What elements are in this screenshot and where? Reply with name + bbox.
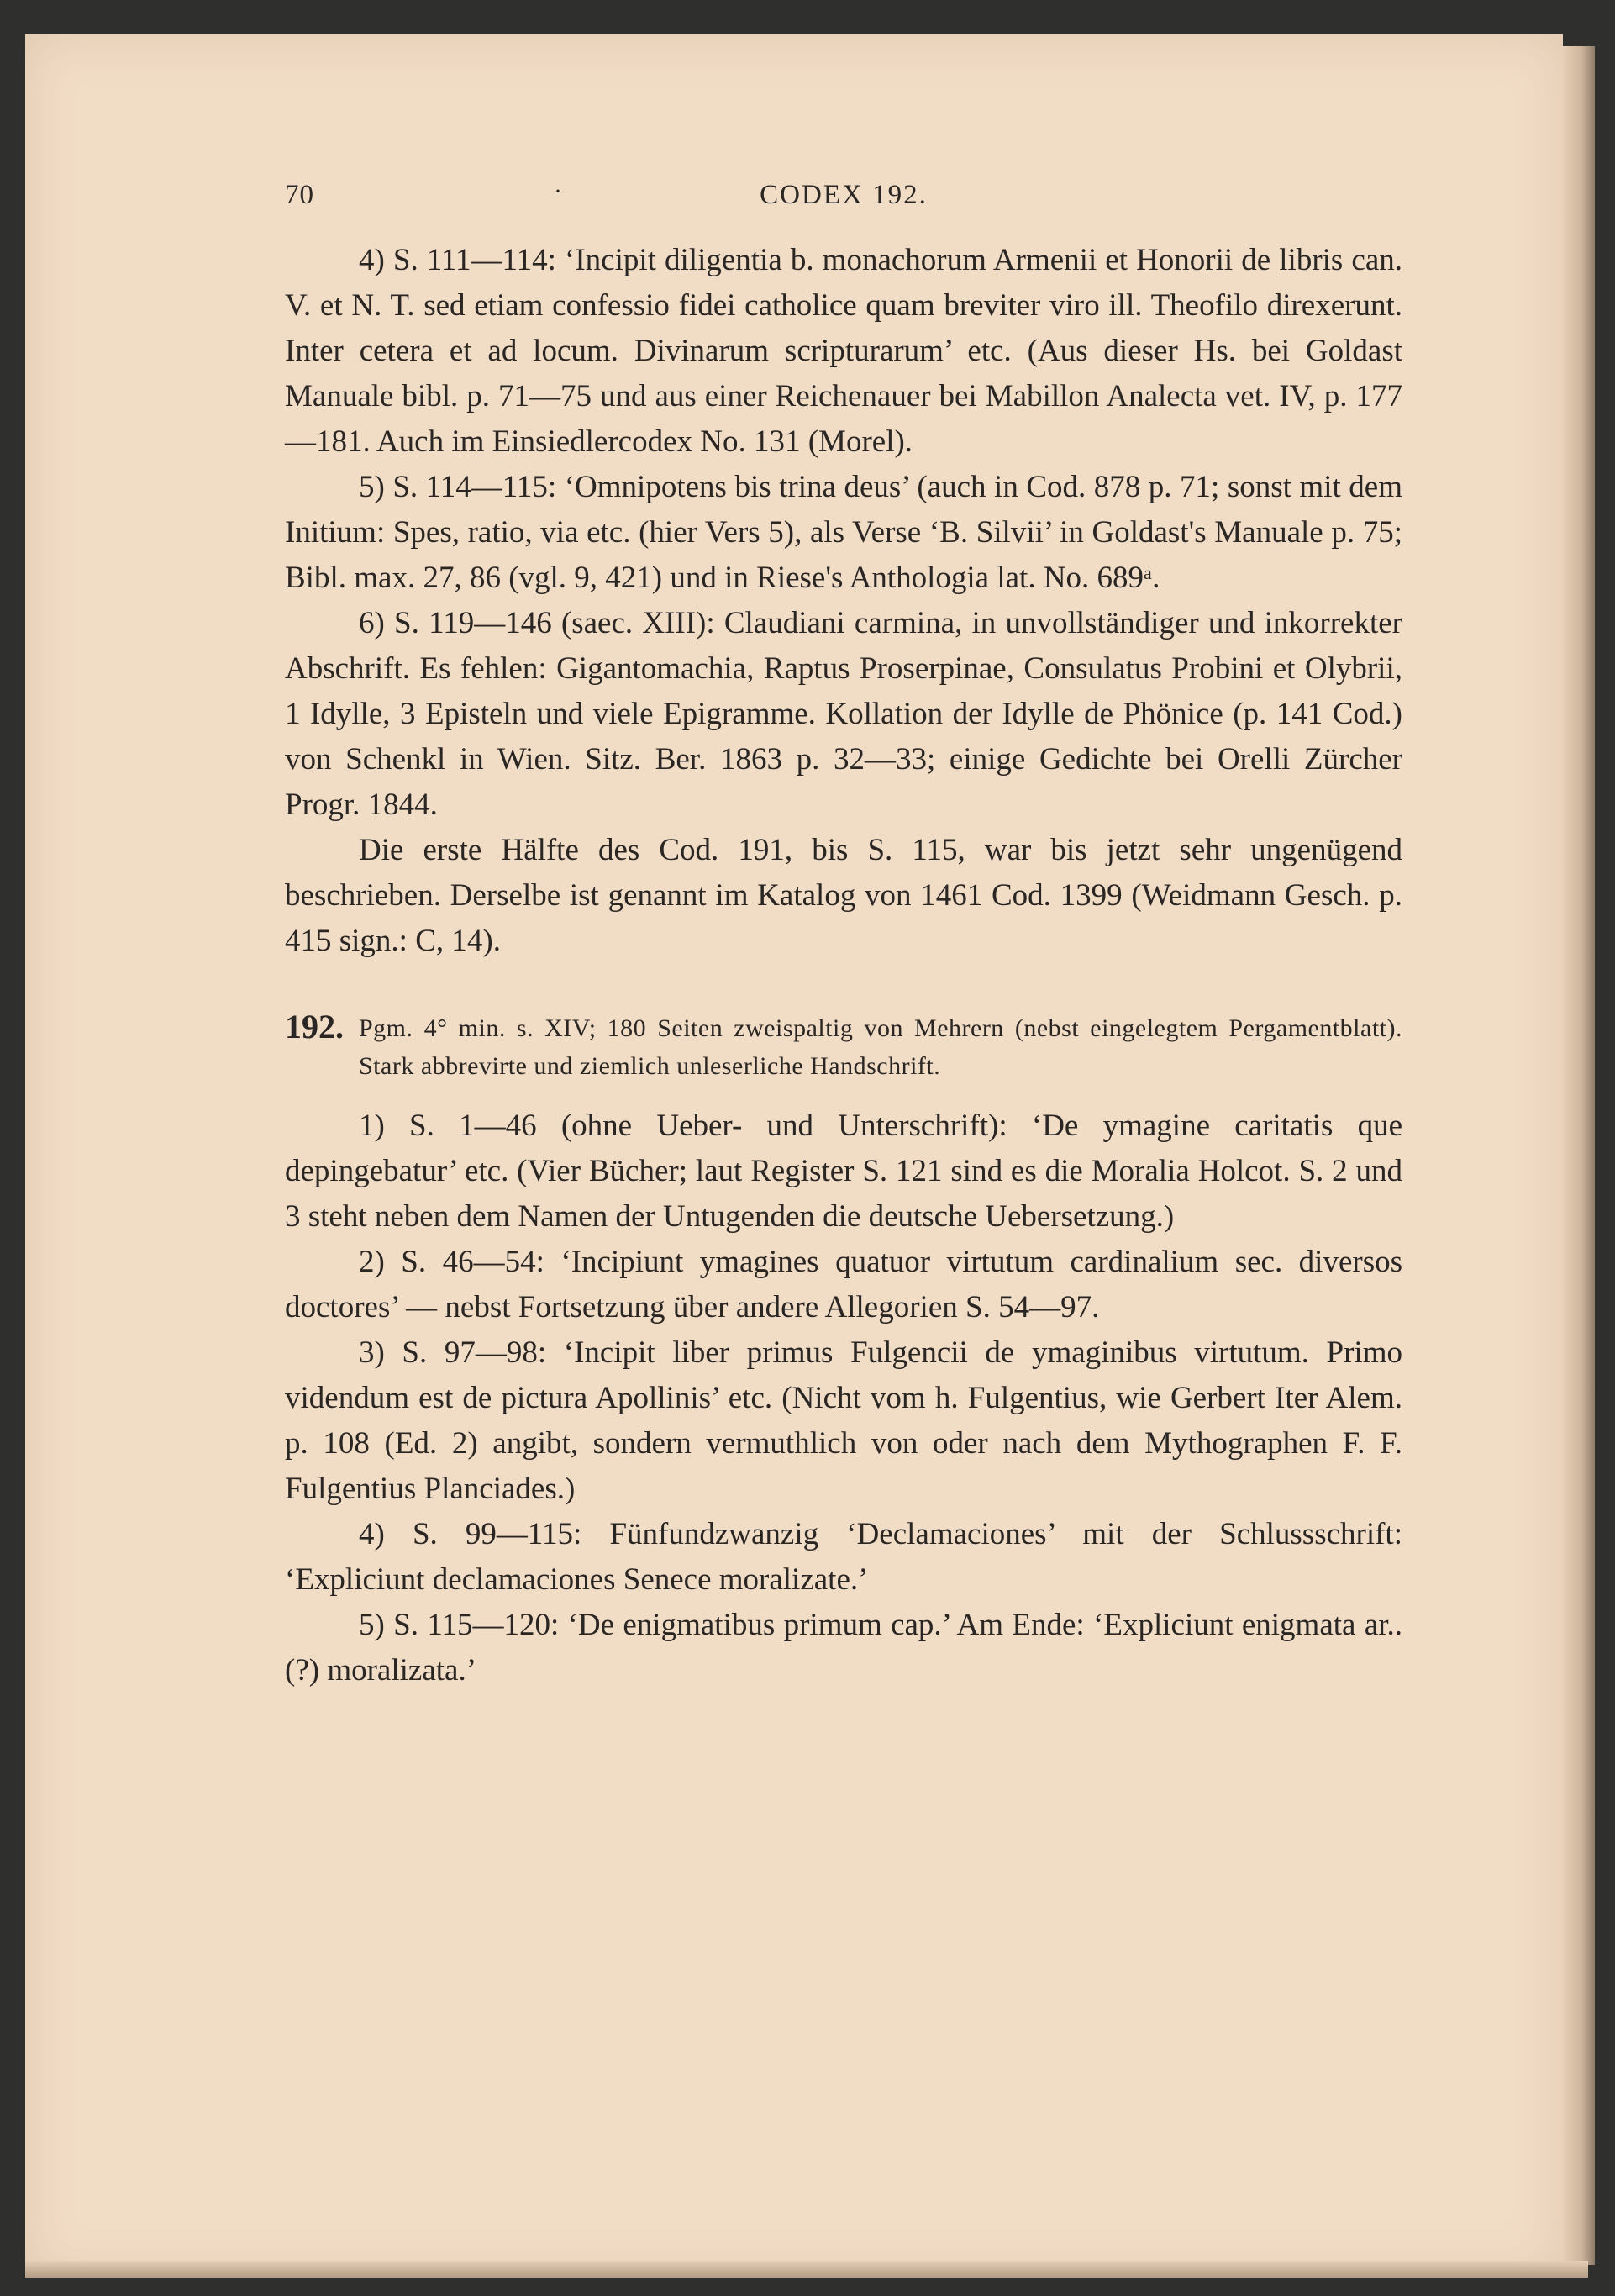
paragraph-192-3: 3) S. 97—98: ‘Incipit liber primus Fulgencii de ymaginibus virtutum. Primo videndum est de pictura Apollinis’ etc. (Nicht vom h. Fulgentius, wie Gerbert Iter Alem. p. 108 (Ed. 2) angibt, sondern vermuthlich von oder nach dem Mythographen F. F. Fulgentius Planciades.) <box>285 1335 1402 1506</box>
spacer <box>285 1085 1402 1103</box>
paragraph-192-5: 5) S. 115—120: ‘De enigmatibus primum cap.’ Am Ende: ‘Expliciunt enigmata ar..(?) moralizata.’ <box>285 1608 1402 1688</box>
page-edge <box>1561 46 1595 2265</box>
paragraph-192-4: 4) S. 99—115: Fünfundzwanzig ‘Declamaciones’ mit der Schlussschrift: ‘Expliciunt declamaciones Senece moralizate.’ <box>285 1517 1402 1597</box>
head-dot: · <box>554 177 563 205</box>
paragraph-191-6: 6) S. 119—146 (saec. XIII): Claudiani carmina, in unvollständiger und inkorrekter Abschrift. Es fehlen: Gigantomachia, Raptus Proserpinae, Consulatus Probini et Olybrii, 1 Idylle, 3 Episteln und viele Epigramme. Kollation der Idylle de Phönice (p. 141 Cod.) von Schenkl in Wien. Sitz. Ber. 1863 p. 32—33; einige Gedichte bei Orelli Zürcher Progr. 1844. <box>285 606 1402 822</box>
entry-description: Pgm. 4° min. s. XIV; 180 Seiten zweispaltig von Mehrern (nebst eingelegtem Pergamentblatt). Stark abbrevirte und ziemlich unleserliche Handschrift. <box>359 1014 1402 1080</box>
page-content <box>285 172 1402 1693</box>
paragraph-192-2: 2) S. 46—54: ‘Incipiunt ymagines quatuor virtutum cardinalium sec. diversos doctores’ — nebst Fortsetzung über andere Allegorien S. 54—97. <box>285 1245 1402 1324</box>
running-head <box>285 172 1402 218</box>
page-number: 70 <box>285 180 314 210</box>
paragraph-191-5: 5) S. 114—115: ‘Omnipotens bis trina deus’ (auch in Cod. 878 p. 71; sonst mit dem Initium: Spes, ratio, via etc. (hier Vers 5), als Verse ‘B. Silvii’ in Goldast's Manuale p. 75; Bibl. max. 27, 86 (vgl. 9, 421) und in Riese's Anthologia lat. No. 689ᵃ. <box>285 470 1402 595</box>
entry-number: 192. <box>285 1008 344 1045</box>
running-title: CODEX 192. <box>760 180 928 210</box>
paragraph-191-4: 4) S. 111—114: ‘Incipit diligentia b. monachorum Armenii et Honorii de libris can. V. et N. T. sed etiam confessio fidei catholice quam breviter viro ill. Theofilo direxerunt. Inter cetera et ad locum. Divinarum scripturarum’ etc. (Aus dieser Hs. bei Goldast Manuale bibl. p. 71—75 und aus einer Reichenauer bei Mabillon Analecta vet. IV, p. 177—181. Auch im Einsiedlercodex No. 131 (Morel). <box>285 243 1402 459</box>
paragraph-191-summary: Die erste Hälfte des Cod. 191, bis S. 115, war bis jetzt sehr ungenügend beschrieben. Derselbe ist genannt im Katalog von 1461 Cod. 1399 (Weidmann Gesch. p. 415 sign.: C, 14). <box>285 833 1402 958</box>
entry-192-header <box>285 1009 1402 1085</box>
page-bottom-edge <box>25 2261 1588 2278</box>
paragraph-192-1: 1) S. 1—46 (ohne Ueber- und Unterschrift): ‘De ymagine caritatis que depingebatur’ etc. (Vier Bücher; laut Register S. 121 sind es die Moralia Holcot. S. 2 und 3 steht neben dem Namen der Untugenden die deutsche Uebersetzung.) <box>285 1109 1402 1234</box>
